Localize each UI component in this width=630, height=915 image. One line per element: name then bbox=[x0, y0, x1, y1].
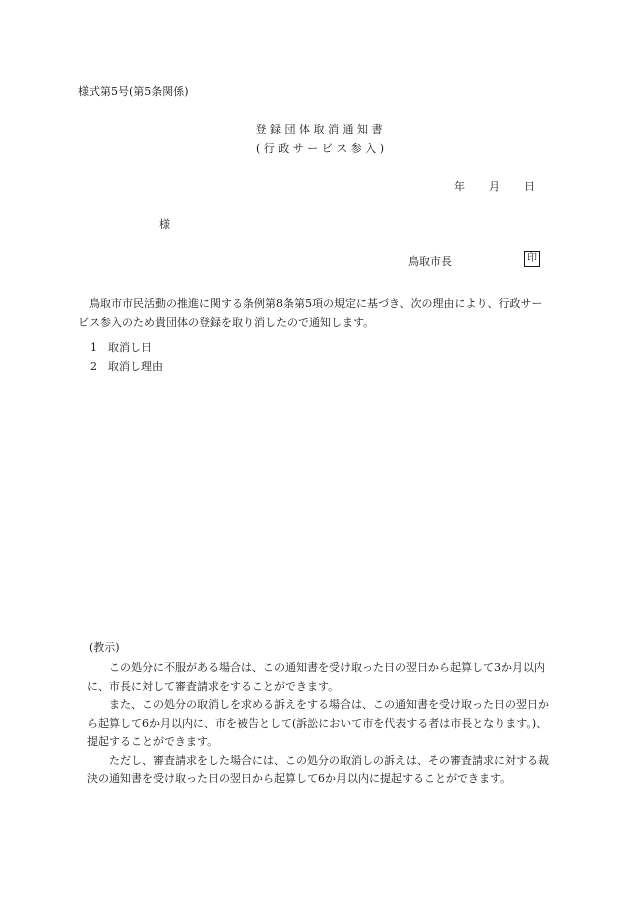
issuer-name: 鳥取市長 bbox=[408, 255, 452, 268]
item-number: 2 bbox=[90, 360, 97, 373]
item-label: 取消し理由 bbox=[108, 360, 163, 373]
notice-section bbox=[78, 659, 550, 789]
item-list bbox=[90, 338, 163, 376]
body-paragraph: 鳥取市市民活動の推進に関する条例第8条第5項の規定に基づき、次の理由により、行政サービス参入のため貴団体の登録を取り消したので通知します。 bbox=[78, 297, 543, 329]
notice-paragraph: ただし、審査請求をした場合には、この処分の取消しの訴えは、その審査請求に対する裁決の通知書を受け取った日の翌日から起算して6か月以内に提起することができます。 bbox=[87, 753, 549, 785]
document-title: 登 録 団 体 取 消 通 知 書 bbox=[255, 123, 383, 136]
list-item bbox=[90, 357, 163, 376]
date-month: 月 bbox=[489, 180, 500, 193]
document-subtitle: ( 行 政 サ ー ビ ス 参 入 ) bbox=[255, 142, 385, 155]
list-item bbox=[90, 338, 163, 357]
notice-paragraph: また、この処分の取消しを求める訴えをする場合は、この通知書を受け取った日の翌日から起算して6か月以内に、市を被告として(訴訟において市を代表する者は市長となります。)、提起することができます。 bbox=[87, 698, 549, 748]
date-day: 日 bbox=[524, 180, 535, 193]
form-number: 様式第5号(第5条関係) bbox=[78, 85, 189, 98]
item-label: 取消し日 bbox=[108, 341, 152, 354]
notice-paragraph: この処分に不服がある場合は、この通知書を受け取った日の翌日から起算して3か月以内に、市長に対して審査請求をすることができます。 bbox=[87, 661, 545, 693]
item-number: 1 bbox=[90, 341, 97, 354]
addressee-suffix: 様 bbox=[159, 218, 170, 231]
document-title-block bbox=[0, 124, 630, 154]
notice-heading: (教示) bbox=[89, 641, 120, 654]
seal-mark: 印 bbox=[524, 251, 540, 267]
date-year: 年 bbox=[454, 180, 465, 193]
date-line bbox=[454, 181, 535, 192]
